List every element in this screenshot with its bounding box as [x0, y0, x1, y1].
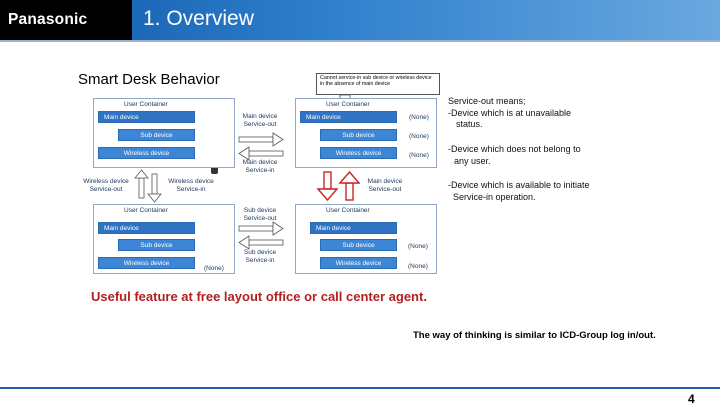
- footer-rule: [0, 387, 720, 389]
- arrow-label-main-in: Main device Service-in: [242, 159, 278, 174]
- logo: Panasonic: [8, 11, 88, 28]
- user-container-panel: [93, 98, 235, 168]
- wireless-device-bar: Wireless device: [320, 257, 397, 269]
- container-label: User Container: [326, 207, 370, 214]
- arrow-label-wireless-out: Wireless device Service-out: [83, 178, 129, 193]
- red-down-arrow: [318, 172, 337, 200]
- arrow-label-wireless-in: Wireless device Service-in: [168, 178, 214, 193]
- similar-note: The way of thinking is similar to ICD-Group log in/out.: [413, 330, 656, 341]
- main-device-bar: Main device: [98, 222, 195, 234]
- main-device-bar: Main device: [310, 222, 397, 234]
- service-out-notes-2: -Device which does not belong to any user.: [448, 144, 581, 166]
- wireless-out-arrow: [135, 170, 148, 198]
- wireless-device-bar: Wireless device: [320, 147, 397, 159]
- user-container-panel: [93, 204, 235, 274]
- wireless-device-bar: Wireless device: [98, 147, 195, 159]
- none-label: (None): [408, 243, 428, 250]
- page-number: 4: [688, 392, 695, 406]
- main-device-bar: Main device: [98, 111, 195, 123]
- arrow-label-sub-in: Sub device Service-in: [243, 249, 277, 264]
- arrow-label-center-out: Main device Service-out: [367, 178, 403, 193]
- service-out-notes: Service-out means; -Device which is at unavailable status.: [448, 96, 572, 129]
- user-container-panel: [295, 204, 437, 274]
- useful-feature-text: Useful feature at free layout office or call center agent.: [91, 289, 427, 304]
- none-label: (None): [409, 114, 429, 121]
- sub-out-arrow: [239, 222, 283, 235]
- none-label: (None): [409, 152, 429, 159]
- red-up-arrow: [340, 172, 359, 200]
- sub-device-bar: Sub device: [320, 239, 397, 251]
- arrow-label-main-out: Main device Service-out: [242, 113, 278, 128]
- page-title: 1. Overview: [143, 7, 254, 30]
- container-label: User Container: [124, 207, 168, 214]
- sub-device-bar: Sub device: [118, 239, 195, 251]
- arrow-label-sub-out: Sub device Service-out: [243, 207, 277, 222]
- service-out-notes-3: -Device which is available to initiate Service-in operation.: [448, 180, 590, 202]
- main-device-bar: Main device: [300, 111, 397, 123]
- container-label: User Container: [326, 101, 370, 108]
- none-label: (None): [409, 133, 429, 140]
- sub-device-bar: Sub device: [320, 129, 397, 141]
- main-out-arrow: [239, 133, 283, 146]
- callout-note: Cannot service-in sub device or wireless device in the absence of main device: [316, 73, 440, 95]
- none-label: (None): [204, 265, 224, 272]
- sub-in-arrow: [239, 236, 283, 249]
- user-container-panel: [295, 98, 437, 168]
- sub-device-bar: Sub device: [118, 129, 195, 141]
- section-subtitle: Smart Desk Behavior: [78, 71, 220, 88]
- none-label: (None): [408, 263, 428, 270]
- container-label: User Container: [124, 101, 168, 108]
- wireless-device-bar: Wireless device: [98, 257, 195, 269]
- wireless-in-arrow: [148, 174, 161, 202]
